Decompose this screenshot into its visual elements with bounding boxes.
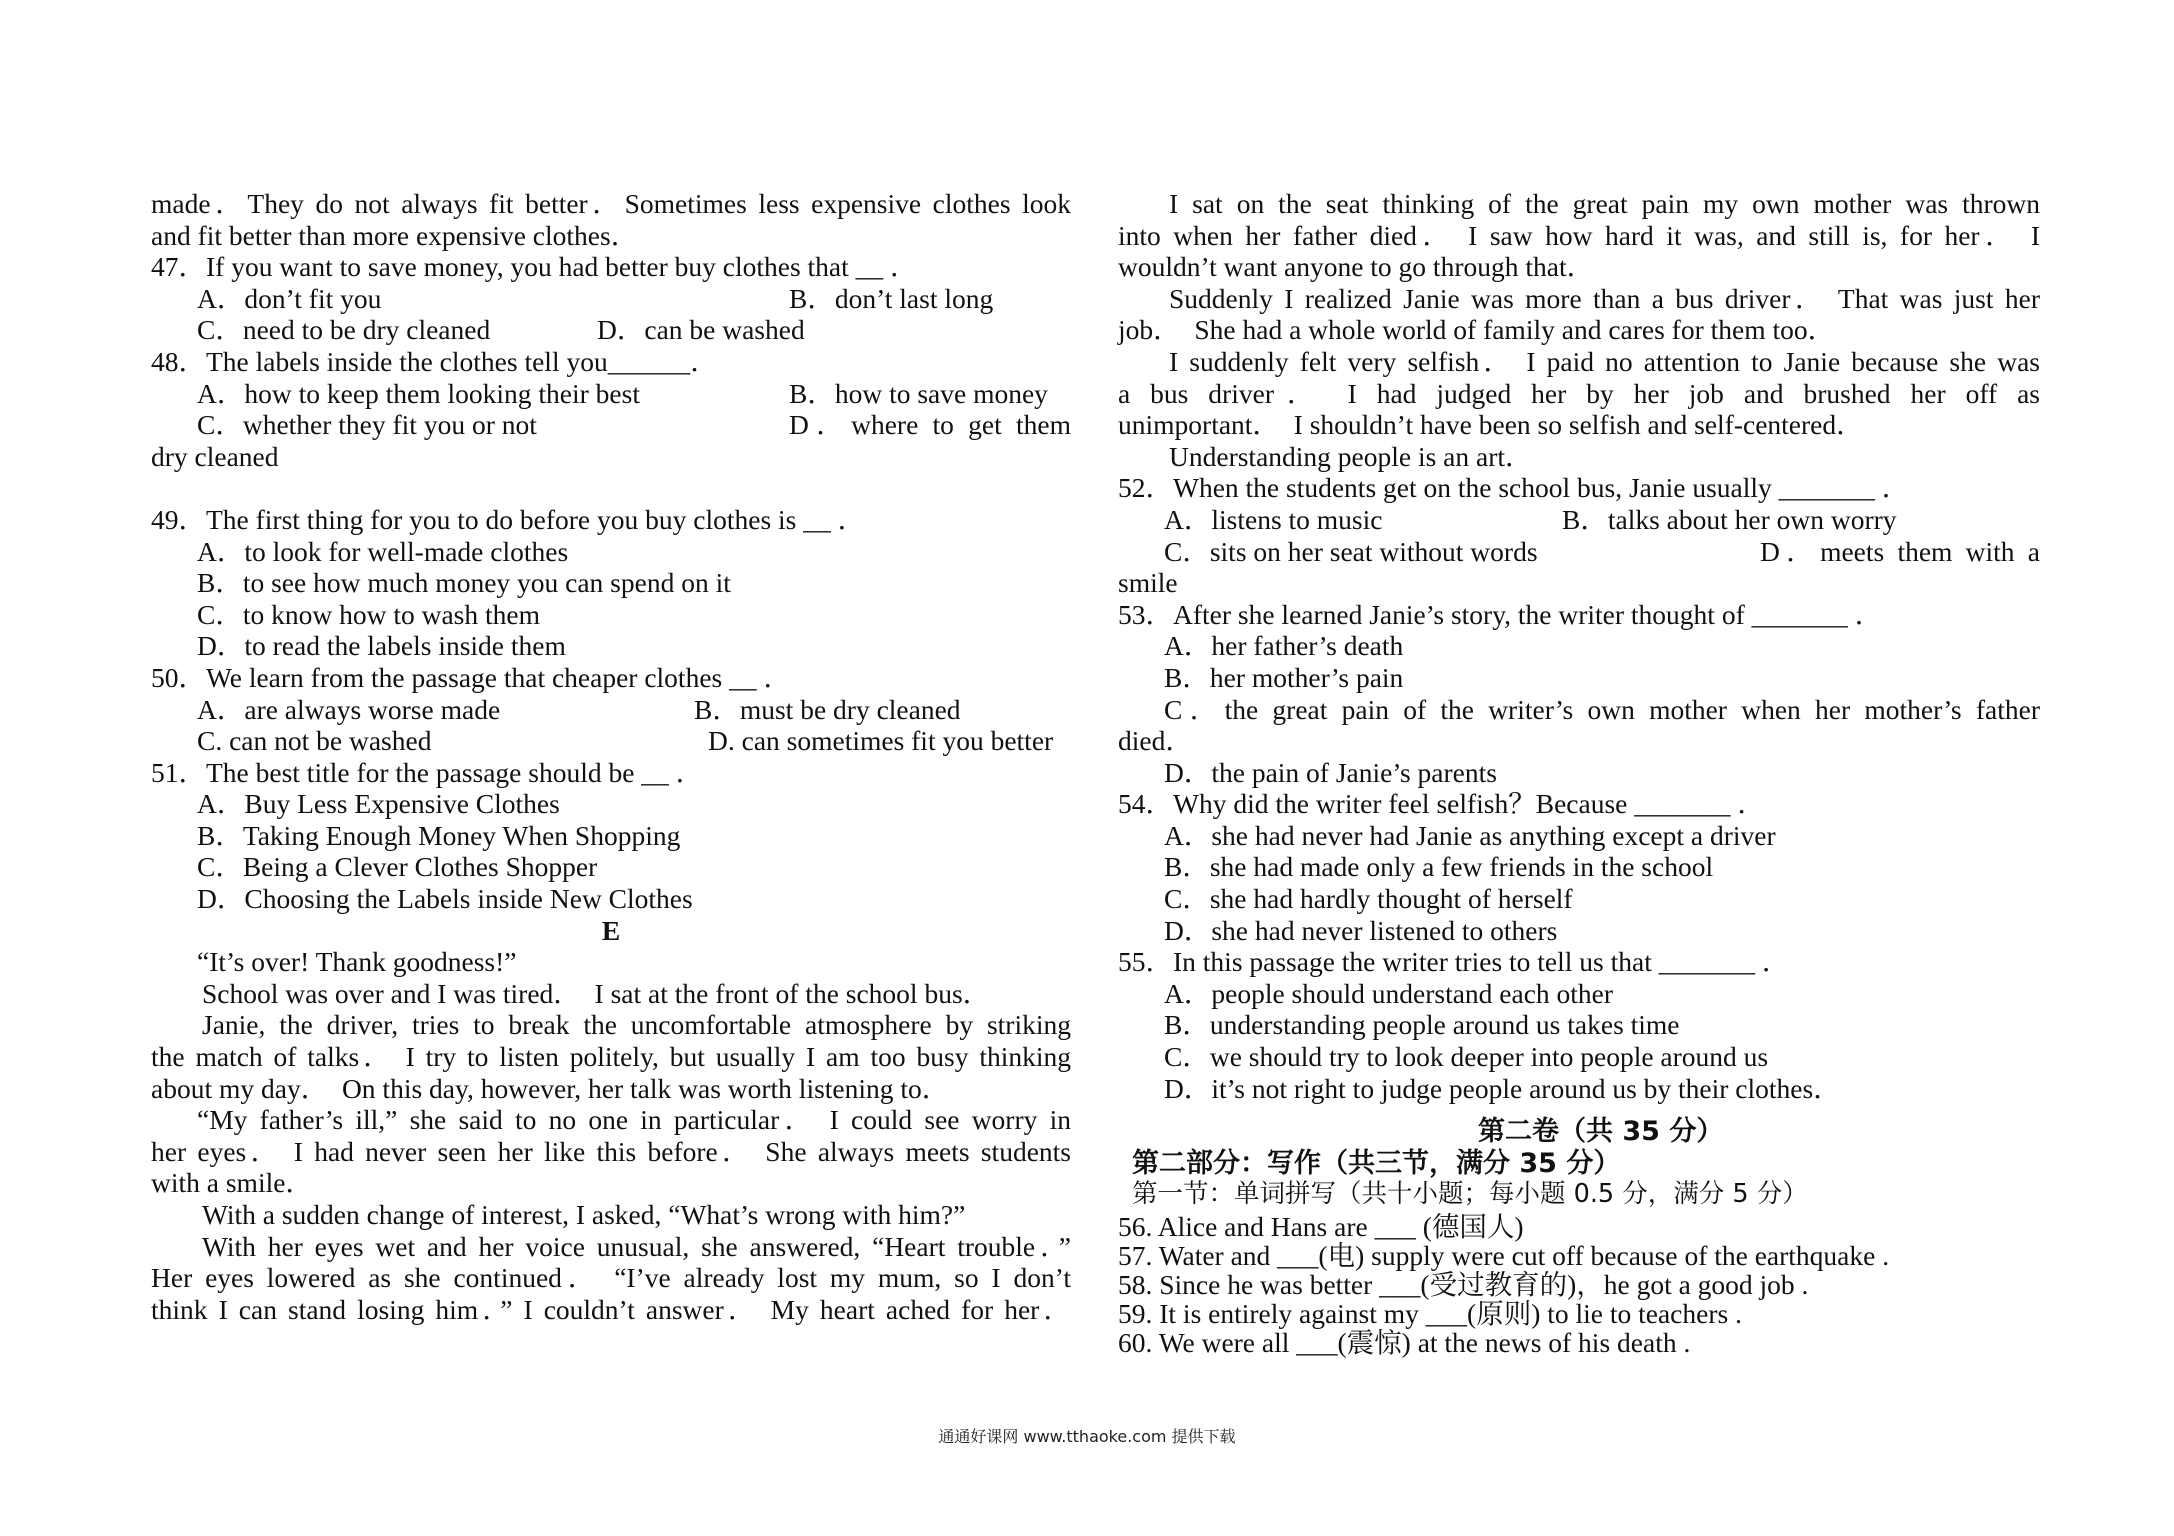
option: B．she had made only a few friends in the school [1164, 851, 1714, 883]
question-51: 51．The best title for the passage should be __ ． [151, 756, 704, 788]
option: B．her mother’s pain [1164, 661, 1404, 693]
question-58: 58. Since he was better ___(受过教育的)，he got a good job . [1118, 1269, 1809, 1300]
question-56: 56. Alice and Hans are ___ (德国人) [1118, 1211, 1524, 1242]
left-column [151, 188, 1071, 1325]
question-54: 54．Why did the writer feel selfish？Because _______ ． [1118, 788, 1765, 820]
q52-options-row1 [1118, 504, 2040, 536]
option: B．Taking Enough Money When Shopping [197, 819, 681, 851]
passage-e-line: unimportant． I shouldn’t have been so selfish and self-centered． [1118, 409, 1864, 441]
q47-options-row1 [151, 283, 1071, 315]
part-2-title: 第二部分：写作（共三节，满分 35 分） [1132, 1147, 1621, 1179]
q50-options-row2 [151, 725, 1071, 757]
question-59: 59. It is entirely against my ___(原则) to lie to teachers . [1118, 1298, 1742, 1329]
option: B．to see how much money you can spend on it [197, 567, 731, 599]
passage-e-line: “It’s over! Thank goodness!” [197, 946, 517, 978]
q50-options-row1 [151, 694, 1071, 726]
option: C．need to be dry cleaned [197, 314, 491, 346]
option: C．to know how to wash them [197, 598, 540, 630]
option: A．listens to music [1164, 503, 1383, 535]
option-continuation: smile [1118, 567, 1178, 599]
passage-e-line: Janie, the driver, tries to break the uncomfortable atmosphere by striking [202, 1009, 1071, 1041]
option: C．we should try to look deeper into people around us [1164, 1041, 1769, 1073]
question-53: 53．After she learned Janie’s story, the writer thought of _______ ． [1118, 598, 1883, 630]
question-55: 55．In this passage the writer tries to tell us that _______ ． [1118, 946, 1790, 978]
option: A．she had never had Janie as anything except a driver [1164, 819, 1776, 851]
passage-e-line: With a sudden change of interest, I asked, “What’s wrong with him?” [202, 1199, 966, 1230]
volume-2-title: 第二卷（共 35 分） [1478, 1116, 1724, 1148]
question-57: 57. Water and ___(电) supply were cut off because of the earthquake . [1118, 1240, 1890, 1271]
option-continuation: died． [1118, 725, 1193, 757]
q48-options-row1 [151, 378, 1071, 410]
option: C．whether they fit you or not [197, 409, 537, 441]
option: D．where to get them [789, 409, 1071, 441]
passage-e-line: Suddenly I realized Janie was more than a bus driver． That was just her [1169, 282, 2040, 314]
passage-e-line: job． She had a whole world of family and cares for them too． [1118, 314, 1836, 346]
option: B．must be dry cleaned [694, 693, 961, 725]
passage-e-line: School was over and I was tired． I sat at the front of the school bus． [202, 977, 991, 1009]
passage-e-line: I suddenly felt very selfish． I paid no attention to Janie because she was [1169, 345, 2040, 377]
option: D．to read the labels inside them [197, 630, 566, 662]
q52-options-row2 [1118, 536, 2040, 568]
option: B．understanding people around us takes time [1164, 1009, 1680, 1041]
option: A．to look for well-made clothes [197, 535, 569, 567]
passage-e-line: a bus driver． I had judged her by her job and brushed her off as [1118, 377, 2040, 409]
option: A．are always worse made [197, 693, 501, 725]
question-50: 50．We learn from the passage that cheaper clothes __ ． [151, 661, 791, 693]
passage-e-line: “My father’s ill,” she said to no one in particular． I could see worry in [197, 1104, 1071, 1136]
section-heading-e: E [601, 914, 621, 946]
question-52: 52．When the students get on the school bus, Janie usually _______ ． [1118, 472, 1910, 504]
passage-e-line: into when her father died． I saw how hard it was, and still is, for her． I [1118, 219, 2040, 251]
option: C．Being a Clever Clothes Shopper [197, 851, 598, 883]
passage-e-line: think I can stand losing him．” I couldn’t answer． My heart ached for her． [151, 1293, 1071, 1325]
passage-e-line: Her eyes lowered as she continued． “I’ve already lost my mum, so I don’t [151, 1262, 1071, 1294]
spacer [151, 472, 1071, 504]
option: C. can not be washed [197, 725, 432, 757]
option: D．it’s not right to judge people around us by their clothes． [1164, 1072, 1841, 1104]
option: A．how to keep them looking their best [197, 377, 640, 409]
passage-e-line: the match of talks． I try to listen politely, but usually I am too busy thinking [151, 1041, 1071, 1073]
question-48: 48．The labels inside the clothes tell you______． [151, 345, 718, 377]
passage-e-line: I sat on the seat thinking of the great pain my own mother was thrown [1169, 188, 2040, 219]
option: C．sits on her seat without words [1164, 535, 1538, 567]
option: D．the pain of Janie’s parents [1164, 756, 1497, 788]
q48-options-row2 [151, 409, 1071, 441]
option: A．her father’s death [1164, 630, 1404, 662]
option: A．don’t fit you [197, 282, 382, 314]
option: B．talks about her own worry [1562, 503, 1897, 535]
passage-e-line: with a smile． [151, 1167, 313, 1199]
page-footer: 通通好课网 www.tthaoke.com 提供下载 [938, 1427, 1236, 1446]
passage-d-line: made．They do not always fit better．Sometimes less expensive clothes look [151, 188, 1071, 219]
option: A．Buy Less Expensive Clothes [197, 788, 560, 820]
passage-e-line: her eyes． I had never seen her like this before． She always meets students [151, 1135, 1071, 1167]
passage-d-line: and fit better than more expensive clothes． [151, 219, 639, 251]
passage-e-line: about my day． On this day, however, her talk was worth listening to． [151, 1072, 950, 1104]
option-continuation: dry cleaned [151, 440, 279, 472]
option: B．don’t last long [789, 282, 994, 314]
passage-e-line: wouldn’t want anyone to go through that． [1118, 251, 1595, 283]
right-column [1118, 188, 2040, 1356]
option: A．people should understand each other [1164, 977, 1614, 1009]
option: C．the great pain of the writer’s own mother when her mother’s father [1164, 693, 2040, 725]
passage-e-line: Understanding people is an art． [1169, 440, 1533, 472]
option: D. can sometimes fit you better [708, 725, 1054, 757]
option: D．can be washed [597, 314, 805, 346]
option: D．she had never listened to others [1164, 914, 1558, 946]
spacer [1118, 1104, 2040, 1116]
q47-options-row2 [151, 314, 1071, 346]
option: B．how to save money [789, 377, 1048, 409]
question-49: 49．The first thing for you to do before you buy clothes is __ ． [151, 503, 866, 535]
option: D．meets them with a [1760, 535, 2040, 567]
passage-e-line: With her eyes wet and her voice unusual, she answered, “Heart trouble．” [202, 1230, 1071, 1262]
question-47: 47．If you want to save money, you had better buy clothes that __ ． [151, 251, 918, 283]
option: C．she had hardly thought of herself [1164, 883, 1573, 915]
option: D．Choosing the Labels inside New Clothes [197, 883, 693, 915]
question-60: 60. We were all ___(震惊) at the news of his death . [1118, 1327, 1691, 1358]
section-1-title: 第一节：单词拼写（共十小题；每小题 0.5 分，满分 5 分） [1132, 1179, 1808, 1210]
